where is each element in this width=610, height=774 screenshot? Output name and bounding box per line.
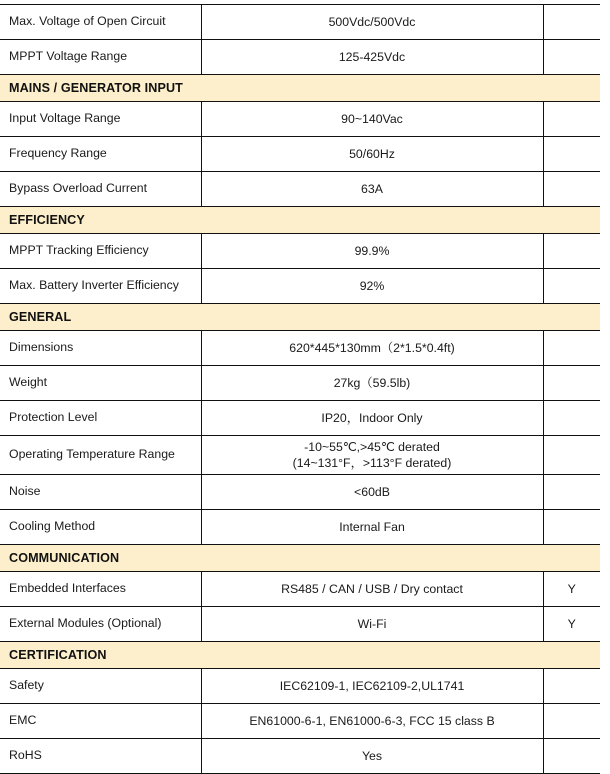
spec-value-cell: 620*445*130mm（2*1.5*0.4ft): [201, 331, 543, 366]
spec-value-line: -10~55℃,>45℃ derated: [304, 440, 440, 454]
spec-label-cell: Safety: [0, 669, 201, 704]
spec-value-cell: <60dB: [201, 475, 543, 510]
table-row: [0, 475, 600, 510]
spec-flag-cell: [543, 739, 600, 774]
table-row: [0, 510, 600, 545]
spec-flag-cell: [543, 40, 600, 75]
spec-value-cell: [201, 436, 543, 475]
spec-value-cell: EN61000-6-1, EN61000-6-3, FCC 15 class B: [201, 704, 543, 739]
spec-flag-cell: [543, 234, 600, 269]
table-row: [0, 137, 600, 172]
spec-flag-cell: [543, 331, 600, 366]
section-header-row: [0, 75, 600, 102]
spec-label-cell: Weight: [0, 366, 201, 401]
spec-label-cell: Embedded Interfaces: [0, 572, 201, 607]
section-header-label: EFFICIENCY: [0, 207, 600, 234]
spec-label-cell: Frequency Range: [0, 137, 201, 172]
spec-flag-cell: [543, 401, 600, 436]
spec-label-cell: Bypass Overload Current: [0, 172, 201, 207]
spec-value-cell: 500Vdc/500Vdc: [201, 5, 543, 40]
table-row: [0, 669, 600, 704]
table-row: [0, 366, 600, 401]
table-row: [0, 172, 600, 207]
table-row: [0, 40, 600, 75]
table-row: [0, 331, 600, 366]
table-row: [0, 436, 600, 475]
table-row: [0, 234, 600, 269]
section-header-row: [0, 304, 600, 331]
spec-value-cell: 90~140Vac: [201, 102, 543, 137]
spec-flag-cell: Y: [543, 607, 600, 642]
table-row: [0, 269, 600, 304]
spec-label-cell: Operating Temperature Range: [0, 436, 201, 475]
spec-label-cell: MPPT Tracking Efficiency: [0, 234, 201, 269]
spec-flag-cell: [543, 510, 600, 545]
spec-value-cell: IEC62109-1, IEC62109-2,UL1741: [201, 669, 543, 704]
section-header-label: MAINS / GENERATOR INPUT: [0, 75, 600, 102]
spec-label-cell: RoHS: [0, 739, 201, 774]
spec-value-cell: 92%: [201, 269, 543, 304]
table-row: [0, 401, 600, 436]
section-header-row: [0, 642, 600, 669]
table-row: [0, 5, 600, 40]
spec-label-cell: Noise: [0, 475, 201, 510]
spec-label-cell: EMC: [0, 704, 201, 739]
spec-flag-cell: [543, 5, 600, 40]
spec-flag-cell: [543, 366, 600, 401]
spec-value-cell: Wi-Fi: [201, 607, 543, 642]
spec-label-cell: Input Voltage Range: [0, 102, 201, 137]
specification-table-body: [0, 5, 600, 774]
spec-label-cell: MPPT Voltage Range: [0, 40, 201, 75]
spec-label-cell: Dimensions: [0, 331, 201, 366]
spec-flag-cell: [543, 137, 600, 172]
section-header-row: [0, 545, 600, 572]
section-header-row: [0, 207, 600, 234]
spec-value-cell: 27kg（59.5lb): [201, 366, 543, 401]
section-header-label: GENERAL: [0, 304, 600, 331]
table-row: [0, 704, 600, 739]
spec-value-cell: 63A: [201, 172, 543, 207]
spec-value-cell: 125-425Vdc: [201, 40, 543, 75]
specification-table: [0, 4, 600, 774]
spec-value-cell: Internal Fan: [201, 510, 543, 545]
spec-label-cell: Max. Battery Inverter Efficiency: [0, 269, 201, 304]
spec-value-cell: 50/60Hz: [201, 137, 543, 172]
spec-flag-cell: [543, 172, 600, 207]
spec-flag-cell: [543, 669, 600, 704]
spec-flag-cell: [543, 102, 600, 137]
spec-flag-cell: [543, 475, 600, 510]
spec-value-cell: 99.9%: [201, 234, 543, 269]
spec-label-cell: Cooling Method: [0, 510, 201, 545]
section-header-label: CERTIFICATION: [0, 642, 600, 669]
table-row: [0, 607, 600, 642]
spec-label-cell: Max. Voltage of Open Circuit: [0, 5, 201, 40]
spec-label-cell: External Modules (Optional): [0, 607, 201, 642]
section-header-label: COMMUNICATION: [0, 545, 600, 572]
spec-label-cell: Protection Level: [0, 401, 201, 436]
table-row: [0, 739, 600, 774]
spec-flag-cell: [543, 269, 600, 304]
spec-value-cell: RS485 / CAN / USB / Dry contact: [201, 572, 543, 607]
table-row: [0, 102, 600, 137]
spec-flag-cell: Y: [543, 572, 600, 607]
table-row: [0, 572, 600, 607]
spec-flag-cell: [543, 436, 600, 475]
spec-flag-cell: [543, 704, 600, 739]
spec-value-cell: Yes: [201, 739, 543, 774]
spec-value-cell: IP20，Indoor Only: [201, 401, 543, 436]
spec-value-line: (14~131°F，>113°F derated): [292, 456, 452, 470]
